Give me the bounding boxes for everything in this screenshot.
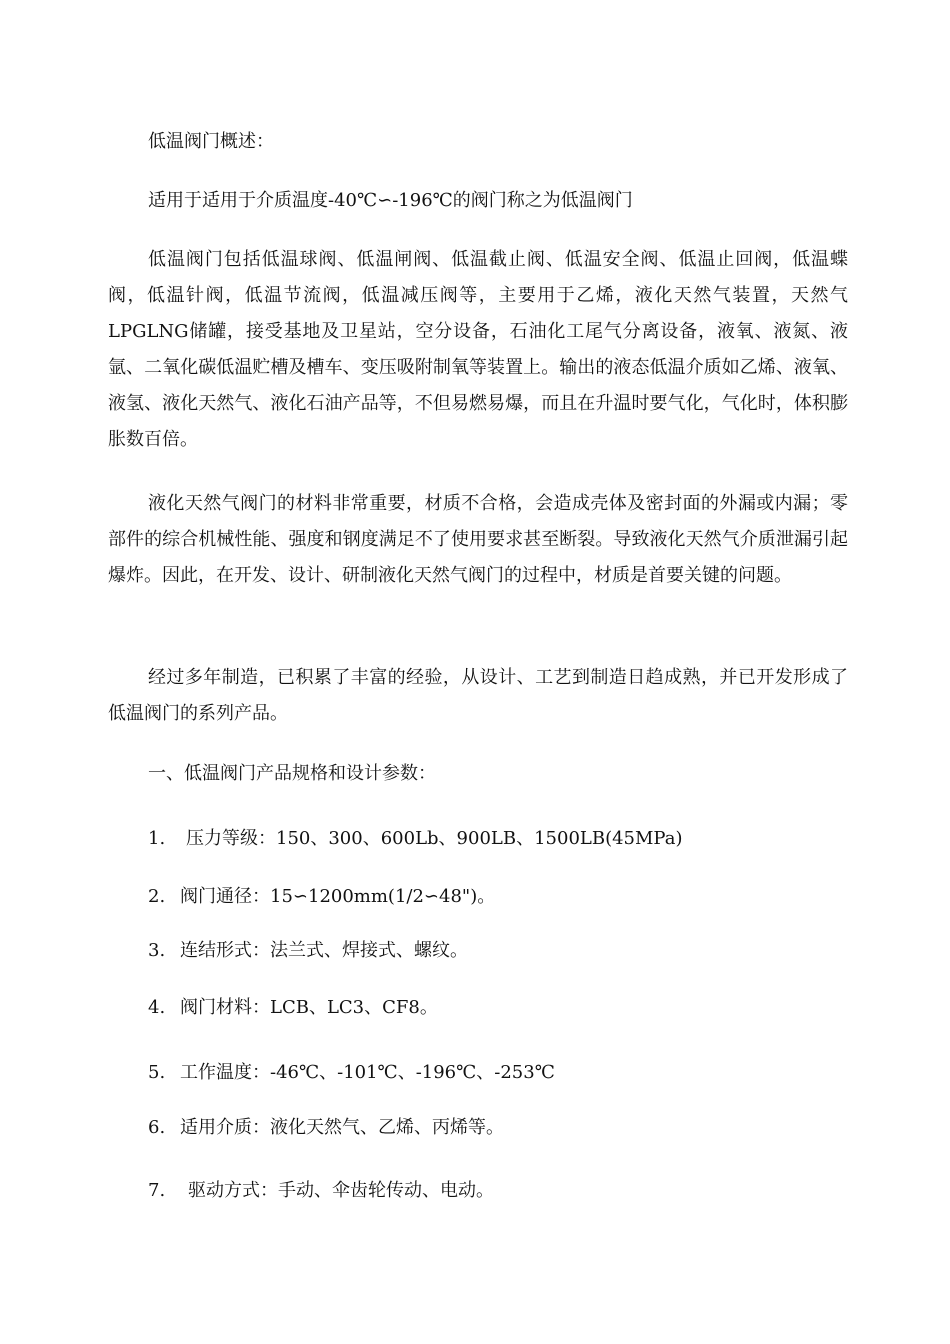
list-item-text: 阀门材料：LCB、LC3、CF8。 bbox=[180, 997, 438, 1018]
list-item-text: 压力等级：150、300、600Lb、900LB、1500LB(45MPa) bbox=[186, 828, 683, 849]
list-item-number: 5. bbox=[148, 1062, 166, 1083]
list-item-text: 驱动方式：手动、伞齿轮传动、电动。 bbox=[188, 1180, 494, 1201]
list-item-text: 适用介质：液化天然气、乙烯、丙烯等。 bbox=[180, 1117, 504, 1138]
list-item-number: 3. bbox=[148, 940, 166, 961]
list-item-text: 连结形式：法兰式、焊接式、螺纹。 bbox=[180, 940, 468, 961]
list-item-number: 4. bbox=[148, 997, 166, 1018]
intro-line: 适用于适用于介质温度-40℃∽-196℃的阀门称之为低温阀门 bbox=[148, 190, 633, 211]
list-item-5 bbox=[148, 1055, 555, 1091]
list-item-number: 6. bbox=[148, 1117, 166, 1138]
list-item-text: 阀门通径：15∽1200mm(1/2∽48")。 bbox=[180, 886, 496, 907]
section-title: 一、低温阀门产品规格和设计参数： bbox=[148, 763, 436, 784]
list-item-4 bbox=[148, 990, 438, 1026]
paragraph-1: 低温阀门包括低温球阀、低温闸阀、低温截止阀、低温安全阀、低温止回阀，低温蝶阀，低温针阀，低温节流阀，低温减压阀等，主要用于乙烯，液化天然气装置，天然气LPGLNG储罐，接受基地及卫星站，空分设备，石油化工尾气分离设备，液氧、液氮、液氩、二氧化碳低温贮槽及槽车、变压吸附制氧等装置上。输出的液态低温介质如乙烯、液氧、液氢、液化天然气、液化石油产品等，不但易燃易爆，而且在升温时要气化，气化时，体积膨胀数百倍。 bbox=[108, 249, 848, 450]
list-item-number: 1. bbox=[148, 828, 166, 849]
list-item-2 bbox=[148, 879, 495, 915]
list-item-3 bbox=[148, 933, 468, 969]
list-item-number: 7. bbox=[148, 1180, 166, 1201]
list-item-text: 工作温度：-46℃、-101℃、-196℃、-253℃ bbox=[180, 1062, 555, 1083]
list-item-number: 2. bbox=[148, 886, 166, 907]
paragraph-3: 经过多年制造，已积累了丰富的经验，从设计、工艺到制造日趋成熟，并已开发形成了低温阀门的系列产品。 bbox=[108, 667, 848, 724]
doc-heading: 低温阀门概述： bbox=[148, 131, 274, 152]
list-item-6 bbox=[148, 1110, 504, 1146]
paragraph-2: 液化天然气阀门的材料非常重要，材质不合格，会造成壳体及密封面的外漏或内漏；零部件的综合机械性能、强度和钢度满足不了使用要求甚至断裂。导致液化天然气介质泄漏引起爆炸。因此，在开发、设计、研制液化天然气阀门的过程中，材质是首要关键的问题。 bbox=[108, 493, 848, 586]
list-item-7 bbox=[148, 1173, 494, 1209]
list-item-1 bbox=[148, 821, 682, 857]
